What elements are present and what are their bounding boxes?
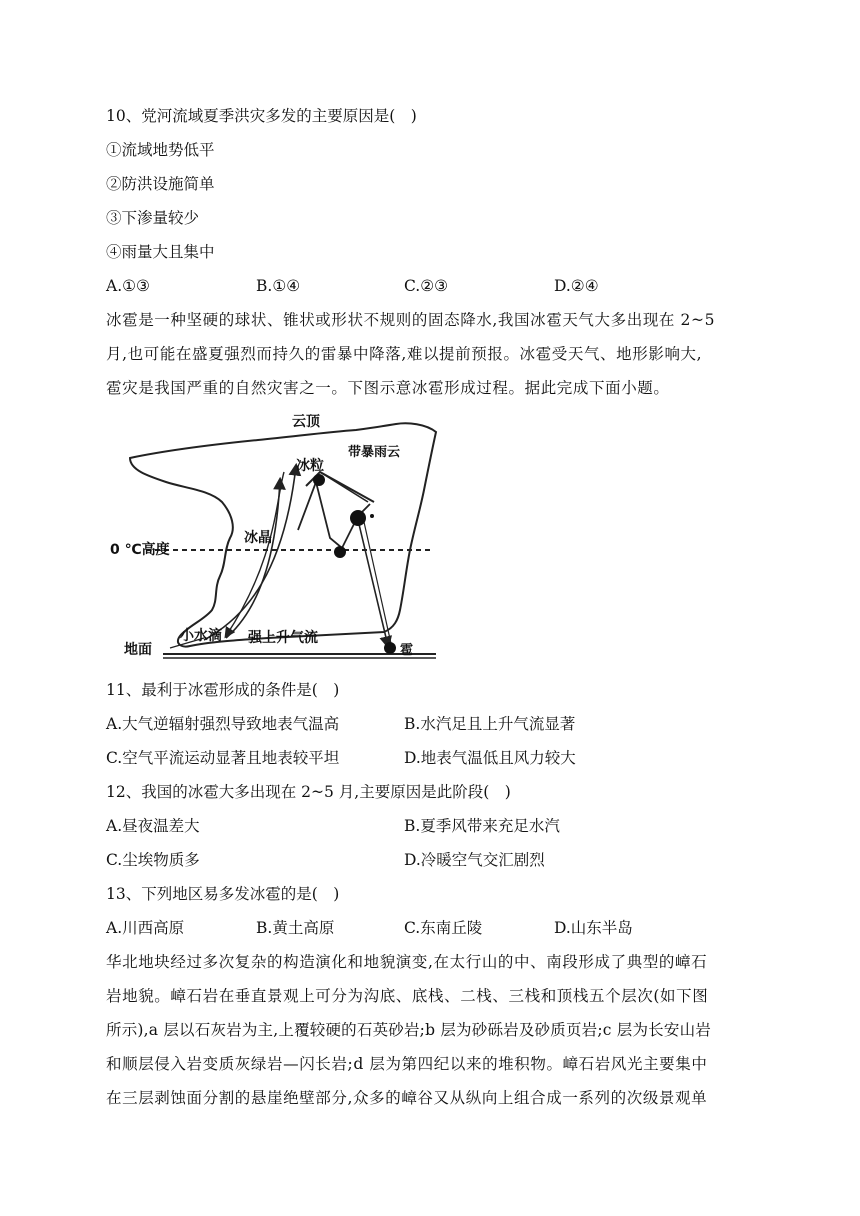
q12-option-b: B.夏季风带来充足水汽 bbox=[404, 817, 560, 835]
q12-option-d: D.冷暖空气交汇剧烈 bbox=[404, 851, 545, 869]
ice-grain-ball bbox=[313, 474, 325, 486]
label-cloud-type: 带暴雨云 bbox=[348, 445, 401, 460]
q10-item-1: ①流域地势低平 bbox=[106, 141, 215, 159]
label-ground: 地面 bbox=[124, 642, 152, 658]
q12-option-c: C.尘埃物质多 bbox=[106, 851, 200, 869]
q13-option-a: A.川西高原 bbox=[106, 919, 185, 937]
zhang-intro-line-3: 所示),a 层以石灰岩为主,上覆较硬的石英砂岩;b 层为砂砾岩及砂质页岩;c 层为长安山岩 bbox=[106, 1021, 711, 1039]
q13-stem: 13、下列地区易多发冰雹的是( ) bbox=[106, 885, 340, 903]
hail-intro-line-1: 冰雹是一种坚硬的球状、锥状或形状不规则的固态降水,我国冰雹天气大多出现在 2~5 bbox=[106, 311, 716, 329]
hail-ball-mid bbox=[350, 510, 366, 526]
hail-ball-low bbox=[334, 546, 346, 558]
q11-option-a: A.大气逆辐射强烈导致地表气温高 bbox=[106, 715, 340, 733]
q12-option-a: A.昼夜温差大 bbox=[106, 817, 200, 835]
q10-option-d: D.②④ bbox=[554, 277, 599, 295]
q10-item-2: ②防洪设施简单 bbox=[106, 175, 215, 193]
q10-stem: 10、党河流域夏季洪灾多发的主要原因是( ) bbox=[106, 107, 417, 125]
q10-option-c: C.②③ bbox=[404, 277, 449, 295]
q10-item-4: ④雨量大且集中 bbox=[106, 243, 215, 261]
label-droplets: 小水滴 bbox=[180, 628, 222, 644]
q12-stem: 12、我国的冰雹大多出现在 2~5 月,主要原因是此阶段( ) bbox=[106, 783, 511, 801]
zhang-intro-line-5: 在三层剥蚀面分割的悬崖绝壁部分,众多的嶂谷又从纵向上组合成一系列的次级景观单 bbox=[106, 1089, 708, 1107]
q11-option-c: C.空气平流运动显著且地表较平坦 bbox=[106, 749, 340, 767]
q10-option-a: A.①③ bbox=[106, 277, 150, 295]
hail-intro-line-2: 月,也可能在盛夏强烈而持久的雷暴中降落,难以提前预报。冰雹受天气、地形影响大, bbox=[106, 345, 703, 363]
q13-option-b: B.黄土高原 bbox=[256, 919, 335, 937]
zhang-intro-line-4: 和顺层侵入岩变质灰绿岩—闪长岩;d 层为第四纪以来的堆积物。嶂石岩风光主要集中 bbox=[106, 1055, 708, 1073]
label-cloud-top: 云顶 bbox=[292, 414, 320, 430]
q10-item-3: ③下渗量较少 bbox=[106, 209, 200, 227]
q13-option-d: D.山东半岛 bbox=[554, 919, 633, 937]
q13-option-c: C.东南丘陵 bbox=[404, 919, 483, 937]
label-ice-crystal: 冰晶 bbox=[244, 530, 272, 546]
label-hail: 雹 bbox=[400, 643, 414, 658]
hail-ball-ground bbox=[384, 642, 396, 654]
q10-option-b: B.①④ bbox=[256, 277, 301, 295]
label-ice-grain: 冰粒 bbox=[296, 458, 324, 474]
q11-option-b: B.水汽足且上升气流显著 bbox=[404, 715, 576, 733]
zhang-intro-line-2: 岩地貌。嶂石岩在垂直景观上可分为沟底、底栈、二栈、三栈和顶栈五个层次(如下图 bbox=[106, 987, 709, 1005]
hail-intro-line-3: 雹灾是我国严重的自然灾害之一。下图示意冰雹形成过程。据此完成下面小题。 bbox=[106, 379, 670, 397]
label-updraft: 强上升气流 bbox=[248, 630, 318, 646]
hail-formation-diagram bbox=[108, 410, 440, 666]
label-zero-level: 0 ℃高度 bbox=[110, 542, 170, 558]
q11-option-d: D.地表气温低且风力较大 bbox=[404, 749, 576, 767]
zhang-intro-line-1: 华北地块经过多次复杂的构造演化和地貌演变,在太行山的中、南段形成了典型的嶂石 bbox=[106, 953, 708, 971]
q11-stem: 11、最利于冰雹形成的条件是( ) bbox=[106, 681, 340, 699]
